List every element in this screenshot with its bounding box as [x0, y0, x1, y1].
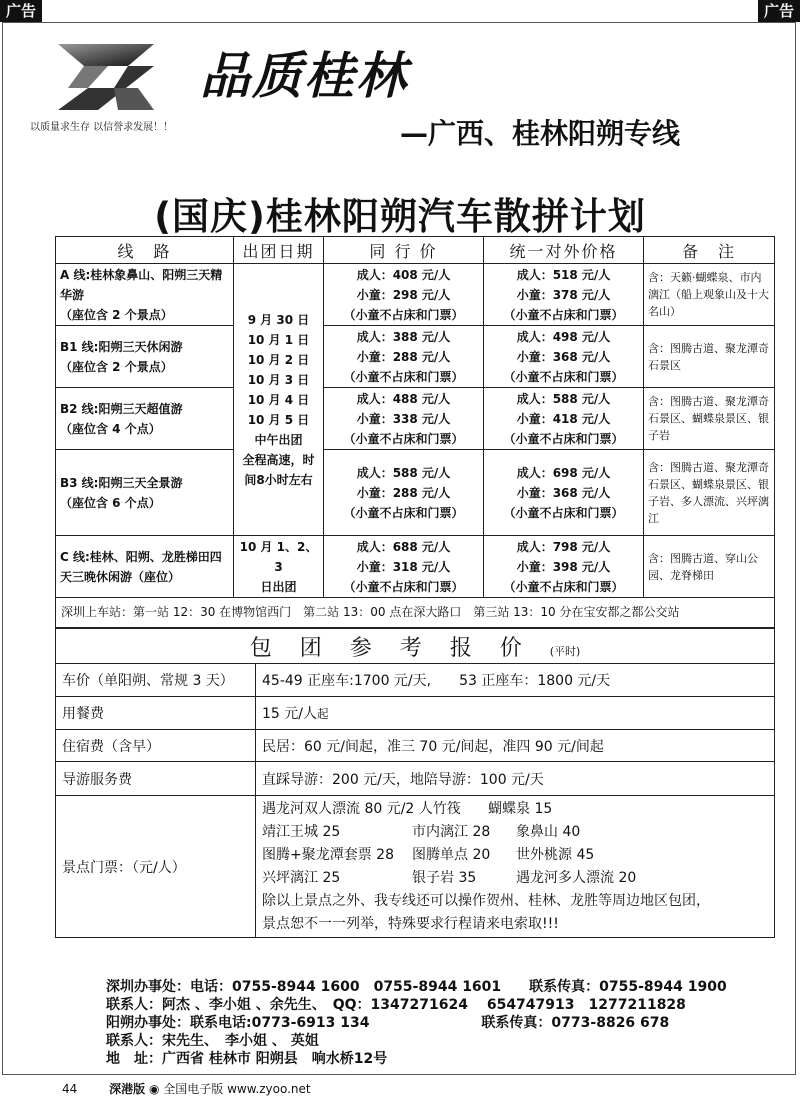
table-row	[56, 762, 775, 796]
trade-price-cell: 成人：388 元/人 小童：288 元/人 （小童不占床和门票）	[324, 326, 484, 388]
ad-label-left: 广告	[0, 0, 42, 22]
retail-price-cell: 成人：698 元/人 小童：368 元/人 （小童不占床和门票）	[484, 450, 644, 536]
contact-line: 地 址：广西省 桂林市 阳朔县 响水桥12号	[106, 1051, 388, 1067]
charter-value: 45-49 正座车:1700 元/天, 53 正座车：1800 元/天	[256, 664, 775, 697]
header-route: 线 路	[56, 237, 234, 264]
main-title: (国庆)桂林阳朔汽车散拼计划	[154, 195, 646, 238]
charter-label: 导游服务费	[56, 762, 256, 796]
note-cell: 含：图腾古道、聚龙潭奇石景区、蝴蝶泉景区、银子岩	[644, 388, 775, 450]
table-row	[56, 450, 775, 536]
subtitle: —广西、桂林阳朔专线	[400, 117, 681, 150]
route-table	[55, 236, 775, 598]
note-cell: 含：天籁·蝴蝶泉、市内漓江（船上观象山及十大名山）	[644, 264, 775, 326]
site-link[interactable]: 全国电子版 www.zyoo.net	[163, 1082, 311, 1096]
table-row	[56, 326, 775, 388]
table-row	[56, 697, 775, 730]
charter-title: 包团参考报价(平时)	[56, 629, 775, 664]
date-cell: 9 月 30 日 10 月 1 日 10 月 2 日 10 月 3 日 10 月 4 日 10 月 5 日 中午出团 全程高速，时间8小时左右	[234, 264, 324, 536]
retail-price-cell: 成人：498 元/人 小童：368 元/人 （小童不占床和门票）	[484, 326, 644, 388]
attractions-list: 遇龙河双人漂流 80 元/2 人竹筏 蝴蝶泉 15 靖江王城 25 市内漓江 28 象鼻山 40 图腾+聚龙潭套票 28 图腾单点 20 世外桃源 45 兴坪漓江 25 银子岩 35 遇龙河多人漂流 20 除以上景点之外、我专线还可以操作贺州、桂林、龙胜等周边地区包团， 景点恕不一一列举，特殊要求行程请来电索取!!!	[256, 796, 775, 938]
route-cell: B3 线:阳朔三天全景游 （座位含 6 个点）	[56, 450, 234, 536]
charter-label: 住宿费（含早）	[56, 730, 256, 762]
table-row	[56, 664, 775, 697]
trade-price-cell: 成人：408 元/人 小童：298 元/人 （小童不占床和门票）	[324, 264, 484, 326]
note-cell: 含：图腾古道、穿山公园、龙脊梯田	[644, 536, 775, 598]
contact-info	[106, 978, 727, 1068]
trade-price-cell: 成人：488 元/人 小童：338 元/人 （小童不占床和门票）	[324, 388, 484, 450]
edition: 深港版	[109, 1082, 146, 1096]
date-cell: 10 月 1、2、3 日出团	[234, 536, 324, 598]
contact-line: 阳朔办事处：联系电话:0773-6913 134 联系传真：0773-8826 678	[106, 1015, 670, 1031]
route-table-header	[56, 237, 775, 264]
header-retail-price: 统一对外价格	[484, 237, 644, 264]
contact-line: 深圳办事处：电话：0755-8944 1600 0755-8944 1601 联系传真：0755-8944 1900	[106, 979, 727, 995]
retail-price-cell: 成人：798 元/人 小童：398 元/人 （小童不占床和门票）	[484, 536, 644, 598]
table-row	[56, 264, 775, 326]
table-row	[56, 388, 775, 450]
header-notes: 备 注	[644, 237, 775, 264]
brand-name: 品质桂林	[200, 47, 408, 105]
contact-line: 联系人：阿杰 、李小姐 、余先生、 QQ：1347271624 654747913 1277211828	[106, 997, 686, 1013]
trade-price-cell: 成人：688 元/人 小童：318 元/人 （小童不占床和门票）	[324, 536, 484, 598]
table-row	[56, 796, 775, 938]
retail-price-cell: 成人：518 元/人 小童：378 元/人 （小童不占床和门票）	[484, 264, 644, 326]
note-cell: 含：图腾古道、聚龙潭奇石景区	[644, 326, 775, 388]
page-number: 44	[62, 1082, 78, 1096]
footer	[62, 1080, 311, 1097]
charter-label: 车价（单阳朔、常规 3 天）	[56, 664, 256, 697]
trade-price-cell: 成人：588 元/人 小童：288 元/人 （小童不占床和门票）	[324, 450, 484, 536]
table-row	[56, 536, 775, 598]
globe-icon: ◉	[148, 1082, 160, 1096]
brand-logo-icon	[58, 44, 154, 110]
route-cell: B2 线:阳朔三天超值游 （座位含 4 个点）	[56, 388, 234, 450]
charter-value: 15 元/人起	[256, 697, 775, 730]
note-cell: 含：图腾古道、聚龙潭奇石景区、蝴蝶泉景区、银子岩、多人漂流、兴坪漓江	[644, 450, 775, 536]
route-cell: B1 线:阳朔三天休闲游 （座位含 2 个景点）	[56, 326, 234, 388]
charter-value: 直踩导游：200 元/天，地陪导游：100 元/天	[256, 762, 775, 796]
retail-price-cell: 成人：588 元/人 小童：418 元/人 （小童不占床和门票）	[484, 388, 644, 450]
contact-line: 联系人：宋先生、 李小姐 、 英姐	[106, 1033, 319, 1049]
charter-table	[55, 628, 775, 938]
route-cell: A 线:桂林象鼻山、阳朔三天精华游 （座位含 2 个景点）	[56, 264, 234, 326]
ad-label-right: 广告	[758, 0, 800, 22]
motto: 以质量求生存 以信誉求发展！！	[30, 122, 174, 133]
charter-label: 用餐费	[56, 697, 256, 730]
header-trade-price: 同 行 价	[324, 237, 484, 264]
attractions-label: 景点门票：（元/人）	[56, 796, 256, 938]
table-row	[56, 730, 775, 762]
header-date: 出团日期	[234, 237, 324, 264]
charter-value: 民居：60 元/间起，准三 70 元/间起，准四 90 元/间起	[256, 730, 775, 762]
route-cell: C 线:桂林、阳朔、龙胜梯田四天三晚休闲游（座位）	[56, 536, 234, 598]
pickup-stations: 深圳上车站：第一站 12：30 在博物馆西门 第二站 13：00 点在深大路口 第三站 13：10 分在宝安都之都公交站	[55, 596, 775, 628]
